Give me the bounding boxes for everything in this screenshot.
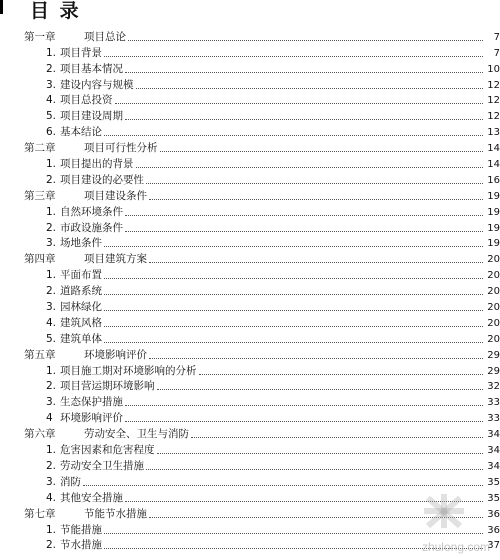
toc-entry-text	[0, 126, 103, 139]
page-number: 12	[487, 111, 500, 123]
section-number: 4.	[46, 491, 57, 504]
toc-section-entry[interactable]	[0, 219, 500, 235]
section-number: 2.	[46, 173, 57, 186]
dot-leader	[125, 230, 483, 232]
entry-title: 建筑风格	[60, 316, 102, 329]
dot-leader	[125, 500, 483, 502]
toc-entry-text	[0, 476, 82, 489]
page-number: 20	[487, 286, 500, 298]
page-number: 14	[487, 159, 500, 171]
chapter-number: 第二章	[24, 142, 56, 155]
entry-title: 消防	[60, 475, 81, 488]
toc-list	[0, 28, 500, 552]
page-number: 10	[487, 63, 500, 75]
toc-entry-text	[0, 428, 190, 441]
entry-title: 园林绿化	[60, 301, 102, 314]
page-number: 33	[487, 413, 500, 425]
toc-entry-text	[0, 492, 124, 505]
page-number: 16	[487, 174, 500, 186]
entry-title: 项目总投资	[60, 94, 113, 107]
section-number: 2.	[46, 221, 57, 234]
toc-entry-text	[0, 142, 159, 155]
dot-leader	[149, 261, 483, 263]
dot-leader	[125, 404, 483, 406]
toc-entry-text	[0, 190, 148, 203]
toc-entry-text	[0, 301, 103, 314]
toc-entry-text	[0, 460, 145, 473]
section-number: 1.	[46, 205, 57, 218]
toc-section-entry[interactable]	[0, 378, 500, 394]
dot-leader	[104, 277, 483, 279]
page-number: 20	[487, 317, 500, 329]
page-number: 33	[487, 397, 500, 409]
toc-entry-text	[0, 380, 156, 393]
toc-entry-text	[0, 539, 103, 552]
entry-title: 项目建筑方案	[84, 253, 147, 266]
dot-leader	[104, 325, 483, 327]
dot-leader	[160, 150, 484, 152]
section-number: 1.	[46, 269, 57, 282]
chapter-number: 第七章	[24, 507, 56, 520]
dot-leader	[157, 452, 484, 454]
entry-title: 项目施工期对环境影响的分析	[60, 364, 197, 377]
entry-title: 项目总论	[84, 30, 126, 43]
entry-title: 劳动安全、卫生与消防	[84, 428, 189, 441]
toc-section-entry[interactable]	[0, 489, 500, 505]
page-number: 19	[487, 238, 500, 250]
entry-title: 平面布置	[60, 269, 102, 282]
section-number: 4	[46, 412, 53, 425]
toc-section-entry[interactable]	[0, 521, 500, 537]
toc-entry-text	[0, 412, 124, 425]
dot-leader	[115, 102, 484, 104]
entry-title: 项目基本情况	[60, 62, 123, 75]
entry-title: 环境影响评价	[84, 348, 147, 361]
entry-title: 节能节水措施	[84, 507, 147, 520]
entry-title: 节能措施	[60, 523, 102, 536]
toc-title: 目 录	[30, 0, 81, 22]
page-number: 20	[487, 270, 500, 282]
chapter-number: 第四章	[24, 253, 56, 266]
page-corner-mark	[0, 0, 3, 14]
toc-section-entry[interactable]	[0, 457, 500, 473]
toc-entry-text	[0, 365, 198, 378]
section-number: 4.	[46, 316, 57, 329]
entry-title: 项目建设条件	[84, 189, 147, 202]
toc-entry-text	[0, 222, 124, 235]
section-number: 3.	[46, 237, 57, 250]
entry-title: 道路系统	[60, 285, 102, 298]
dot-leader	[128, 39, 483, 41]
page-number: 19	[487, 190, 500, 202]
chapter-number: 第一章	[24, 30, 56, 43]
dot-leader	[125, 420, 483, 422]
entry-title: 项目提出的背景	[60, 158, 134, 171]
toc-entry-text	[0, 349, 148, 362]
section-number: 1.	[46, 364, 57, 377]
page-number: 35	[487, 476, 500, 488]
dot-leader	[83, 484, 483, 486]
entry-title: 其他安全措施	[60, 491, 123, 504]
dot-leader	[104, 245, 483, 247]
toc-entry-text	[0, 317, 103, 330]
toc-entry-text	[0, 47, 103, 60]
page-number: 13	[487, 127, 500, 139]
section-number: 4.	[46, 94, 57, 107]
toc-entry-text	[0, 94, 114, 107]
entry-title: 劳动安全卫生措施	[60, 459, 144, 472]
entry-title: 建筑单体	[60, 332, 102, 345]
dot-leader	[125, 214, 483, 216]
toc-section-entry[interactable]	[0, 171, 500, 187]
section-number: 2.	[46, 459, 57, 472]
entry-title: 建设内容与规模	[60, 78, 134, 91]
entry-title: 基本结论	[60, 126, 102, 139]
toc-section-entry[interactable]	[0, 203, 500, 219]
entry-title: 环境影响评价	[60, 412, 123, 425]
page-number: 14	[487, 143, 500, 155]
page-number: 19	[487, 206, 500, 218]
page-number: 12	[487, 79, 500, 91]
dot-leader	[157, 388, 484, 390]
page-number: 36	[487, 508, 500, 520]
toc-entry-text	[0, 285, 103, 298]
entry-title: 节水措施	[60, 539, 102, 552]
dot-leader	[125, 71, 483, 73]
toc-section-entry[interactable]	[0, 409, 500, 425]
entry-title: 项目建设周期	[60, 110, 123, 123]
entry-title: 项目背景	[60, 46, 102, 59]
toc-section-entry[interactable]	[0, 266, 500, 282]
toc-section-entry[interactable]	[0, 107, 500, 123]
dot-leader	[146, 468, 483, 470]
section-number: 1.	[46, 523, 57, 536]
section-number: 3.	[46, 301, 57, 314]
section-number: 3.	[46, 396, 57, 409]
entry-title: 生态保护措施	[60, 396, 123, 409]
page-number: 7	[493, 31, 500, 43]
dot-leader	[104, 532, 483, 534]
toc-chapter-entry[interactable]	[0, 250, 500, 266]
toc-section-entry[interactable]	[0, 393, 500, 409]
page-number: 36	[487, 524, 500, 536]
dot-leader	[191, 436, 483, 438]
dot-leader	[136, 87, 484, 89]
dot-leader	[199, 373, 484, 375]
toc-chapter-entry[interactable]	[0, 425, 500, 441]
toc-section-entry[interactable]	[0, 155, 500, 171]
toc-entry-text	[0, 31, 127, 44]
dot-leader	[104, 55, 483, 57]
dot-leader	[136, 166, 484, 168]
toc-section-entry[interactable]	[0, 362, 500, 378]
entry-title: 项目可行性分析	[84, 142, 158, 155]
toc-entry-text	[0, 333, 103, 346]
page-number: 7	[493, 47, 500, 59]
toc-entry-text	[0, 269, 103, 282]
page-number: 20	[487, 254, 500, 266]
toc-section-entry[interactable]	[0, 235, 500, 251]
section-number: 2.	[46, 285, 57, 298]
entry-title: 危害因素和危害程度	[60, 444, 155, 457]
page-number: 34	[487, 429, 500, 441]
page-number: 34	[487, 460, 500, 472]
toc-entry-text	[0, 174, 145, 187]
section-number: 1.	[46, 46, 57, 59]
dot-leader	[146, 182, 483, 184]
toc-section-entry[interactable]	[0, 314, 500, 330]
chapter-number: 第五章	[24, 348, 56, 361]
section-number: 2.	[46, 62, 57, 75]
toc-section-entry[interactable]	[0, 330, 500, 346]
toc-chapter-entry[interactable]	[0, 139, 500, 155]
toc-entry-text	[0, 237, 103, 250]
section-number: 3.	[46, 78, 57, 91]
toc-entry-text	[0, 158, 135, 171]
dot-leader	[104, 341, 483, 343]
page-number: 29	[487, 349, 500, 361]
page-number: 37	[487, 540, 500, 552]
dot-leader	[104, 309, 483, 311]
page-number: 19	[487, 222, 500, 234]
toc-section-entry[interactable]	[0, 44, 500, 60]
dot-leader	[104, 293, 483, 295]
toc-section-entry[interactable]	[0, 473, 500, 489]
toc-entry-text	[0, 79, 135, 92]
toc-section-entry[interactable]	[0, 76, 500, 92]
section-number: 1.	[46, 158, 57, 171]
page-number: 32	[487, 381, 500, 393]
toc-entry-text	[0, 524, 103, 537]
toc-entry-text	[0, 444, 156, 457]
page-number: 35	[487, 492, 500, 504]
toc-chapter-entry[interactable]	[0, 346, 500, 362]
toc-entry-text	[0, 110, 124, 123]
entry-title: 项目营运期环境影响	[60, 380, 155, 393]
dot-leader	[104, 134, 483, 136]
page-number: 20	[487, 302, 500, 314]
toc-entry-text	[0, 63, 124, 76]
dot-leader	[149, 198, 483, 200]
chapter-number: 第三章	[24, 189, 56, 202]
page-number: 34	[487, 445, 500, 457]
section-number: 1.	[46, 444, 57, 457]
section-number: 5.	[46, 110, 57, 123]
dot-leader	[149, 516, 483, 518]
toc-entry-text	[0, 508, 148, 521]
page-number: 12	[487, 95, 500, 107]
entry-title: 项目建设的必要性	[60, 173, 144, 186]
toc-section-entry[interactable]	[0, 60, 500, 76]
section-number: 5.	[46, 332, 57, 345]
dot-leader	[149, 357, 483, 359]
chapter-number: 第六章	[24, 428, 56, 441]
page-number: 29	[487, 365, 500, 377]
toc-section-entry[interactable]	[0, 298, 500, 314]
watermark-text: zhulong.com	[421, 540, 490, 554]
toc-chapter-entry[interactable]	[0, 28, 500, 44]
entry-title: 自然环境条件	[60, 205, 123, 218]
toc-chapter-entry[interactable]	[0, 505, 500, 521]
page-number: 20	[487, 333, 500, 345]
toc-section-entry[interactable]	[0, 92, 500, 108]
dot-leader	[125, 118, 483, 120]
entry-title: 市政设施条件	[60, 221, 123, 234]
toc-section-entry[interactable]	[0, 123, 500, 139]
toc-chapter-entry[interactable]	[0, 187, 500, 203]
toc-entry-text	[0, 396, 124, 409]
section-number: 2.	[46, 539, 57, 552]
entry-title: 场地条件	[60, 237, 102, 250]
toc-entry-text	[0, 206, 124, 219]
toc-section-entry[interactable]	[0, 282, 500, 298]
toc-section-entry[interactable]	[0, 441, 500, 457]
section-number: 3.	[46, 475, 57, 488]
toc-entry-text	[0, 253, 148, 266]
section-number: 6.	[46, 126, 57, 139]
section-number: 2.	[46, 380, 57, 393]
